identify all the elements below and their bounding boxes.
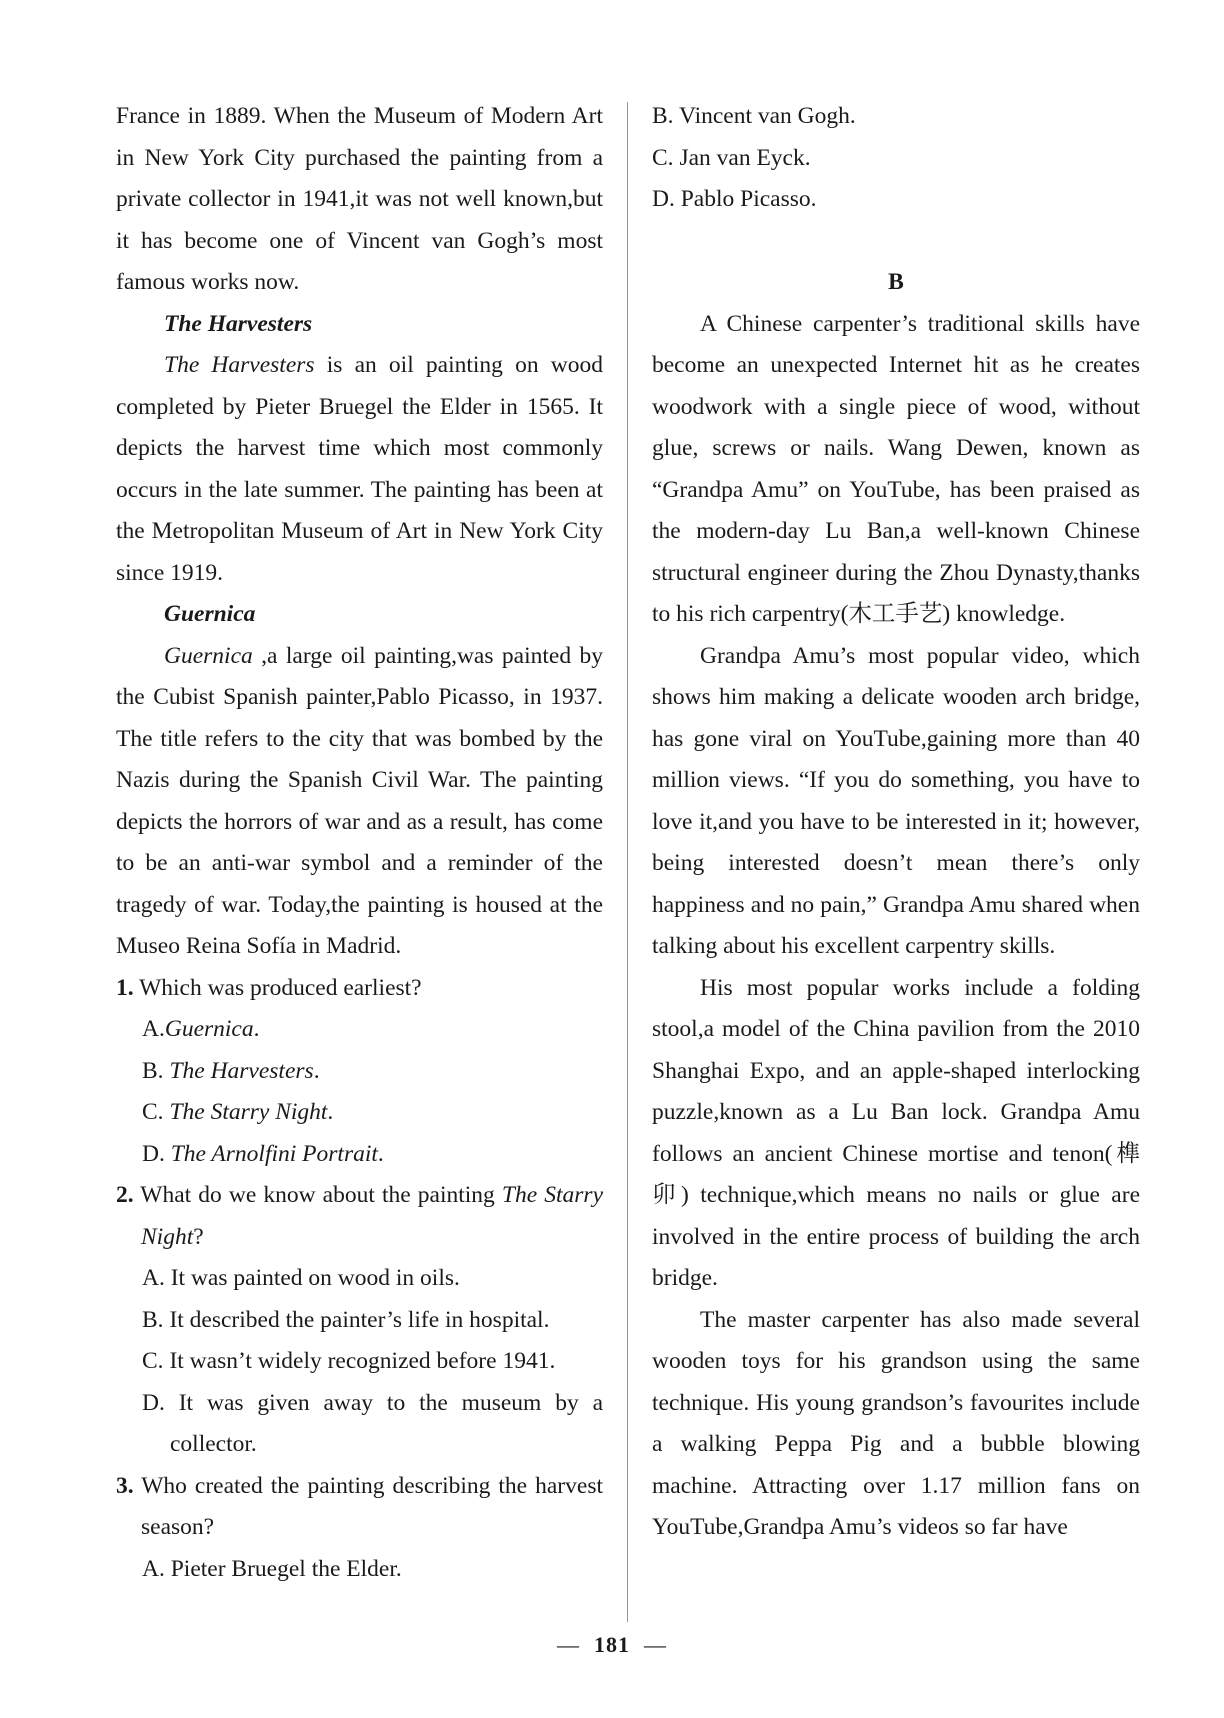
option-letter: C.	[142, 1348, 164, 1374]
question-2-text: What do we know about the painting	[133, 1182, 502, 1208]
harvesters-text: is an oil painting on wood completed by Pieter Bruegel the Elder in 1565. It depicts the harvest time which most commonly occurs in the late summer. The painting has been at the Metropolitan Museum of Art in New York City since 1919.	[116, 352, 603, 586]
option-text: The Arnolfini Portrait	[170, 1140, 378, 1167]
intro-paragraph: France in 1889. When the Museum of Modern Art in New York City purchased the painting from a private collector in 1941,it was not well known,but it has become one of Vincent van Gogh’s most famous works now.	[116, 103, 603, 295]
option-letter: D.	[652, 186, 675, 212]
harvesters-title: The Harvesters	[164, 352, 315, 378]
option-text: It wasn’t widely recognized before 1941.	[163, 1348, 556, 1374]
question-2-title: The Starry Night	[141, 1182, 603, 1250]
q1-option-a[interactable]	[116, 1009, 603, 1051]
footer-dash-right: —	[644, 1632, 667, 1657]
option-text: Guernica	[164, 1016, 254, 1042]
passage-b-paragraph-3: His most popular works include a folding stool,a model of the China pavilion from the 2010 Shanghai Expo, and an apple-shaped interlocking puzzle,known as a Lu Ban lock. Grandpa Amu follows an ancient Chinese mortise and tenon(榫卯) technique,which means no nails or glue are involved in the entire process of building the arch bridge.	[652, 974, 1140, 1291]
option-text: The Starry Night	[169, 1099, 328, 1125]
option-letter: B.	[652, 103, 674, 129]
option-text: It was painted on wood in oils.	[164, 1265, 460, 1291]
column-divider	[627, 102, 628, 1622]
option-end: .	[253, 1016, 260, 1042]
q2-option-c[interactable]	[116, 1341, 603, 1383]
passage-b-paragraph-4: The master carpenter has also made several wooden toys for his grandson using the same technique. His young grandson’s favourites include a walking Peppa Pig and a bubble blowing machine. Attracting over 1.17 million fans on YouTube,Grandpa Amu’s videos so far have	[652, 1306, 1140, 1540]
q1-option-d[interactable]	[116, 1134, 603, 1176]
guernica-title: Guernica	[164, 642, 253, 669]
option-letter: B.	[142, 1306, 164, 1333]
passage-b-paragraph-2: Grandpa Amu’s most popular video, which shows him making a delicate wooden arch bridge, has gone viral on YouTube,gaining more than 40 million views. “If you do something, you have to love it,and you have to be interested in it; however, being interested doesn’t mean there’s only happiness and no pain,” Grandpa Amu shared when talking about his excellent carpentry skills.	[652, 642, 1140, 959]
option-text: The Harvesters	[169, 1057, 314, 1084]
q2-option-a[interactable]	[116, 1258, 603, 1300]
option-letter: A.	[142, 1265, 165, 1291]
option-letter: B.	[142, 1057, 164, 1084]
option-letter: A.	[142, 1016, 165, 1042]
q3-option-b[interactable]	[652, 96, 1140, 138]
option-text: Pieter Bruegel the Elder.	[164, 1555, 402, 1582]
question-3-text: Who created the painting describing the harvest season?	[133, 1472, 603, 1540]
option-text: Jan van Eyck.	[673, 144, 811, 171]
question-3	[116, 1466, 603, 1549]
footer-dash-left: —	[557, 1632, 580, 1657]
question-2-number: 2.	[116, 1182, 134, 1208]
option-end: .	[377, 1140, 384, 1167]
page-number: 181	[594, 1632, 630, 1657]
option-letter: C.	[142, 1099, 164, 1125]
guernica-text: ,a large oil painting,was painted by the Cubist Spanish painter,Pablo Picasso, in 1937. The title refers to the city that was bombed by the Nazis during the Spanish Civil War. The painting depicts the horrors of war and as a result, has come to be an anti-war symbol and a reminder of the tragedy of war. Today,the painting is housed at the Museo Reina Sofía in Madrid.	[116, 642, 603, 959]
option-text: It was given away to the museum by a collector.	[164, 1389, 603, 1457]
option-letter: C.	[652, 144, 674, 171]
option-text: Pablo Picasso.	[674, 186, 817, 212]
option-letter: A.	[142, 1555, 165, 1582]
option-end: .	[327, 1099, 334, 1125]
option-text: It described the painter’s life in hospital.	[163, 1306, 550, 1333]
q2-option-d[interactable]	[116, 1383, 603, 1466]
option-letter: D.	[142, 1389, 165, 1416]
question-1-number: 1.	[116, 974, 134, 1001]
q2-option-b[interactable]	[116, 1300, 603, 1342]
guernica-paragraph	[116, 636, 603, 968]
guernica-heading: Guernica	[164, 601, 256, 627]
option-end: .	[313, 1057, 320, 1084]
option-text: Vincent van Gogh.	[673, 103, 856, 129]
passage-b-paragraph-1: A Chinese carpenter’s traditional skills have become an unexpected Internet hit as he creates woodwork with a single piece of wood, without glue, screws or nails. Wang Dewen, known as “Grandpa Amu” on YouTube, has been praised as the modern-day Lu Ban,a well-known Chinese structural engineer during the Zhou Dynasty,thanks to his rich carpentry(木工手艺) knowledge.	[652, 310, 1140, 627]
q3-option-c[interactable]	[652, 138, 1140, 180]
q3-option-d[interactable]	[652, 179, 1140, 221]
harvesters-paragraph	[116, 345, 603, 594]
question-2	[116, 1175, 603, 1258]
page-footer	[0, 1632, 1224, 1658]
section-label: B	[888, 269, 904, 295]
option-letter: D.	[142, 1140, 165, 1167]
q1-option-b[interactable]	[116, 1051, 603, 1093]
question-2-end: ?	[193, 1223, 204, 1250]
right-column	[652, 96, 1140, 1549]
q3-option-a[interactable]	[116, 1549, 603, 1591]
question-3-number: 3.	[116, 1472, 134, 1499]
question-1	[116, 968, 603, 1010]
left-column	[116, 96, 603, 1590]
q1-option-c[interactable]	[116, 1092, 603, 1134]
question-1-text: Which was produced earliest?	[133, 974, 422, 1001]
harvesters-heading: The Harvesters	[164, 310, 313, 337]
